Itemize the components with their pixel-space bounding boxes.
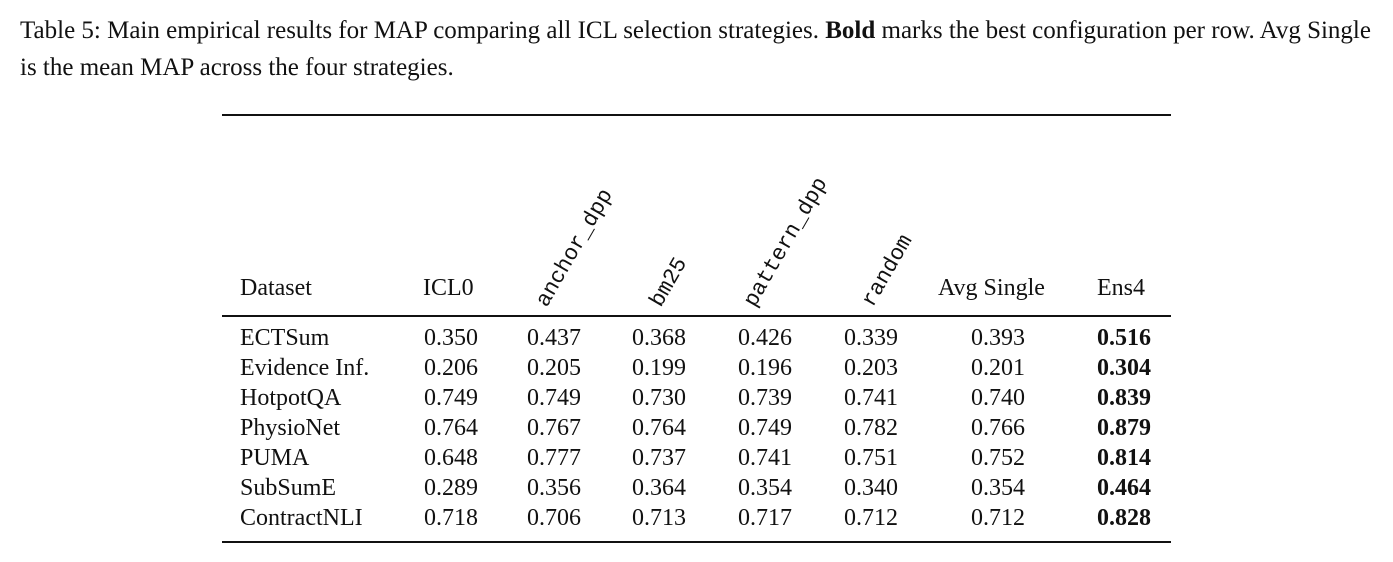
cell-anchor-dpp: 0.356 xyxy=(527,475,581,501)
cell-bm25: 0.730 xyxy=(632,385,686,411)
table-row xyxy=(0,443,1393,473)
cell-avg-single: 0.354 xyxy=(971,475,1025,501)
cell-bm25: 0.764 xyxy=(632,415,686,441)
cell-anchor-dpp: 0.706 xyxy=(527,505,581,531)
cell-avg-single: 0.740 xyxy=(971,385,1025,411)
table-bottom-rule xyxy=(222,541,1171,543)
header-bm25: bm25 xyxy=(645,253,694,312)
cell-anchor-dpp: 0.437 xyxy=(527,325,581,351)
table-header-rule xyxy=(222,315,1171,317)
cell-dataset: PUMA xyxy=(240,445,310,471)
cell-ens4: 0.464 xyxy=(1097,475,1151,501)
cell-random: 0.751 xyxy=(844,445,898,471)
table-row xyxy=(0,413,1393,443)
cell-avg-single: 0.712 xyxy=(971,505,1025,531)
cell-bm25: 0.713 xyxy=(632,505,686,531)
cell-pattern-dpp: 0.196 xyxy=(738,355,792,381)
cell-random: 0.712 xyxy=(844,505,898,531)
cell-dataset: Evidence Inf. xyxy=(240,355,370,381)
cell-icl0: 0.206 xyxy=(424,355,478,381)
header-anchor-dpp: anchor_dpp xyxy=(531,184,619,312)
table-row xyxy=(0,503,1393,533)
caption-bold-word: Bold xyxy=(825,17,876,44)
cell-random: 0.203 xyxy=(844,355,898,381)
table-top-rule xyxy=(222,114,1171,116)
table-row xyxy=(0,323,1393,353)
cell-avg-single: 0.201 xyxy=(971,355,1025,381)
cell-ens4: 0.304 xyxy=(1097,355,1151,381)
caption-lead: Table 5: Main empirical results for MAP comparing all ICL selection strategies. xyxy=(20,17,826,44)
header-avg-single: Avg Single xyxy=(938,275,1045,301)
cell-bm25: 0.364 xyxy=(632,475,686,501)
cell-icl0: 0.648 xyxy=(424,445,478,471)
cell-random: 0.741 xyxy=(844,385,898,411)
table-row xyxy=(0,353,1393,383)
cell-dataset: PhysioNet xyxy=(240,415,341,441)
cell-avg-single: 0.752 xyxy=(971,445,1025,471)
cell-anchor-dpp: 0.749 xyxy=(527,385,581,411)
cell-pattern-dpp: 0.354 xyxy=(738,475,792,501)
cell-bm25: 0.737 xyxy=(632,445,686,471)
cell-ens4: 0.839 xyxy=(1097,385,1151,411)
cell-ens4: 0.814 xyxy=(1097,445,1151,471)
cell-icl0: 0.350 xyxy=(424,325,478,351)
cell-pattern-dpp: 0.749 xyxy=(738,415,792,441)
cell-ens4: 0.879 xyxy=(1097,415,1151,441)
cell-avg-single: 0.766 xyxy=(971,415,1025,441)
cell-ens4: 0.516 xyxy=(1097,325,1151,351)
cell-dataset: SubSumE xyxy=(240,475,337,501)
cell-bm25: 0.368 xyxy=(632,325,686,351)
cell-icl0: 0.289 xyxy=(424,475,478,501)
cell-bm25: 0.199 xyxy=(632,355,686,381)
cell-anchor-dpp: 0.205 xyxy=(527,355,581,381)
cell-dataset: HotpotQA xyxy=(240,385,342,411)
cell-pattern-dpp: 0.739 xyxy=(738,385,792,411)
cell-avg-single: 0.393 xyxy=(971,325,1025,351)
cell-icl0: 0.764 xyxy=(424,415,478,441)
cell-random: 0.339 xyxy=(844,325,898,351)
cell-dataset: ContractNLI xyxy=(240,505,363,531)
cell-pattern-dpp: 0.741 xyxy=(738,445,792,471)
cell-dataset: ECTSum xyxy=(240,325,330,351)
table-row xyxy=(0,383,1393,413)
table-row xyxy=(0,473,1393,503)
cell-pattern-dpp: 0.717 xyxy=(738,505,792,531)
cell-ens4: 0.828 xyxy=(1097,505,1151,531)
cell-icl0: 0.749 xyxy=(424,385,478,411)
cell-anchor-dpp: 0.767 xyxy=(527,415,581,441)
cell-pattern-dpp: 0.426 xyxy=(738,325,792,351)
cell-anchor-dpp: 0.777 xyxy=(527,445,581,471)
cell-random: 0.340 xyxy=(844,475,898,501)
header-pattern-dpp: pattern_dpp xyxy=(739,173,834,312)
header-random: random xyxy=(857,230,919,312)
table-caption xyxy=(20,12,1390,86)
caption-rest: marks the best configuration per row. Avg Single is the mean MAP across the four strategies. xyxy=(20,17,1371,81)
header-dataset: Dataset xyxy=(240,275,312,301)
header-icl0: ICL0 xyxy=(423,275,474,301)
cell-icl0: 0.718 xyxy=(424,505,478,531)
cell-random: 0.782 xyxy=(844,415,898,441)
header-ens4: Ens4 xyxy=(1097,275,1145,301)
